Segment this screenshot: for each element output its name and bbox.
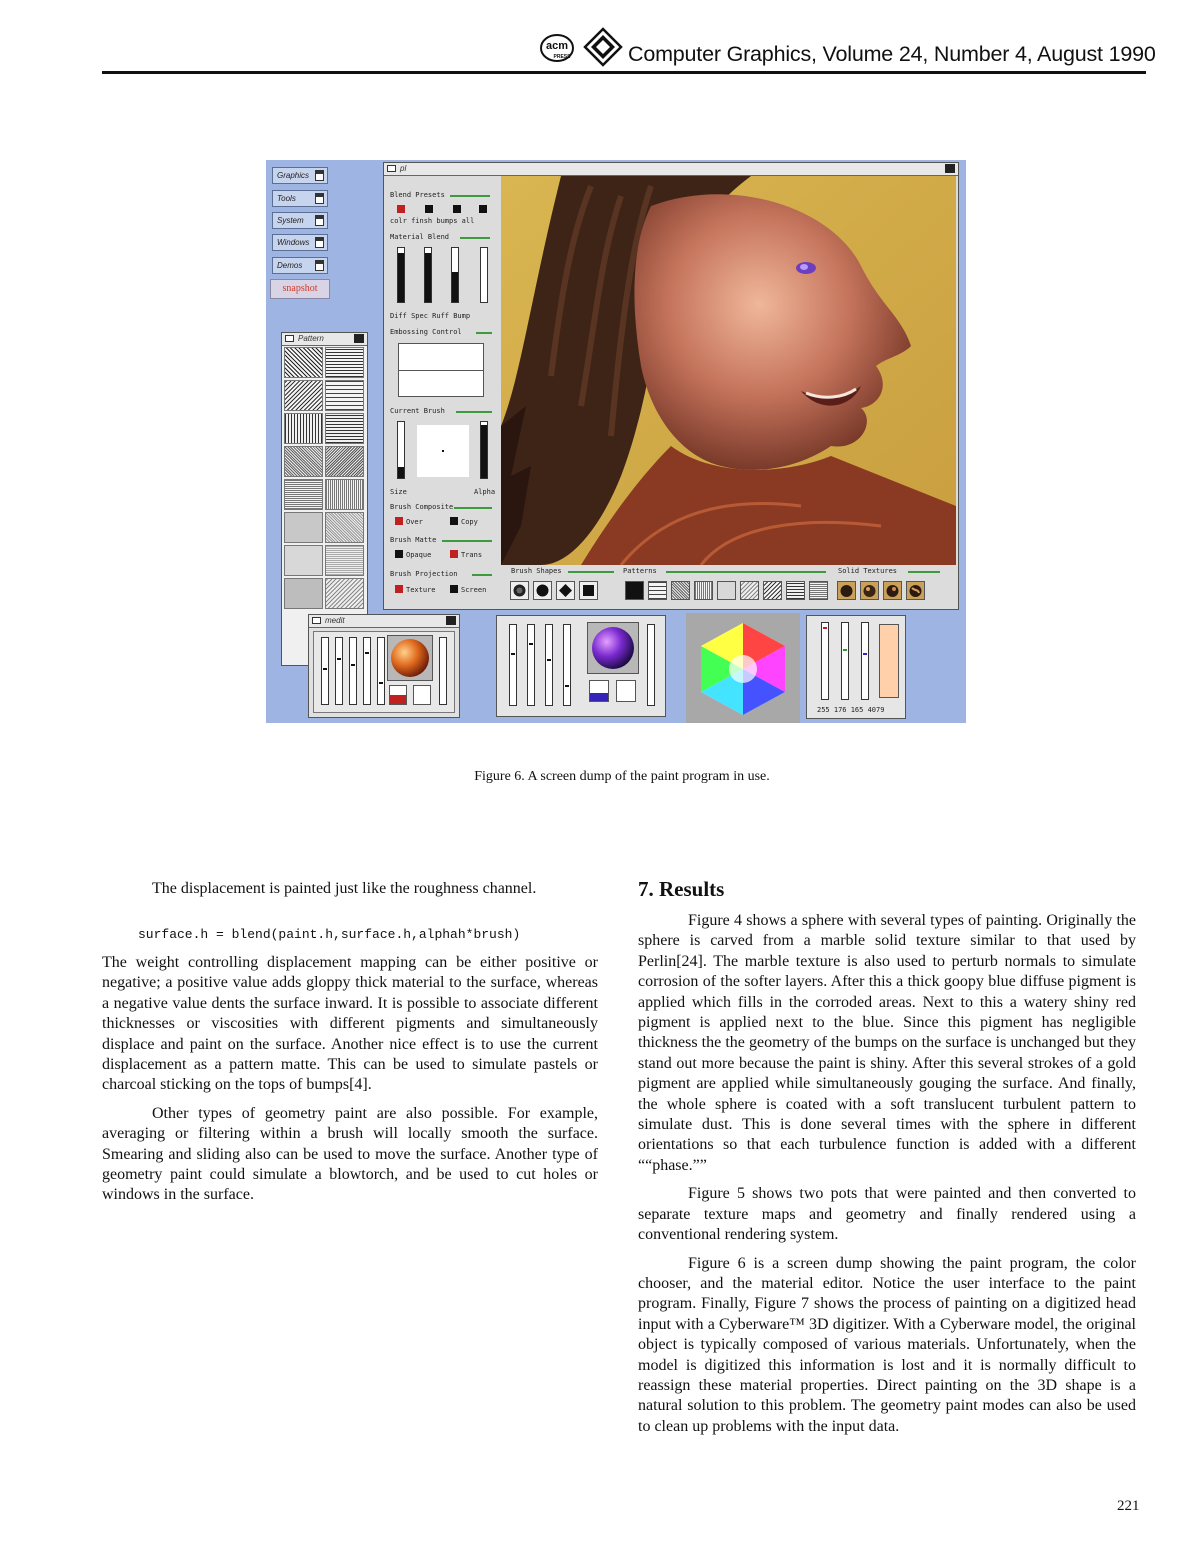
medit2-swatch-blue — [589, 680, 609, 702]
paragraph: Figure 5 shows two pots that were painted and then converted to separate texture maps and geometry and finally rendered using a conventional rendering system. — [638, 1185, 1136, 1244]
brush-shape-soft[interactable] — [510, 581, 529, 600]
menu-system[interactable]: System — [272, 212, 328, 229]
pattern-tool[interactable] — [809, 581, 828, 600]
section-rule — [460, 237, 490, 239]
section-rule — [454, 507, 492, 509]
brush-shape-diamond[interactable] — [556, 581, 575, 600]
figure-caption: Figure 6. A screen dump of the paint program in use. — [474, 769, 770, 784]
pattern-tool[interactable] — [717, 581, 736, 600]
projection-texture-swatch[interactable] — [395, 585, 403, 593]
section-heading: 7. Results — [638, 877, 725, 901]
pattern-swatch[interactable] — [325, 347, 364, 378]
paint-window: pl Blend Presets colr finsh bumps all Material Blend Diff Spec Ruff Bump Embossing Control Current Brush Size Alpha Brush Composite Over Copy Brush Matte Opaque Trans Brush Projection Texture Screen Brush Shapes Patterns Solid Textures — [383, 162, 959, 610]
brush-size-slider[interactable] — [397, 421, 405, 479]
medit2-slider-4[interactable] — [563, 624, 571, 706]
diff-slider[interactable] — [397, 247, 405, 303]
solid-textures-label: Solid Textures — [838, 567, 898, 575]
section-rule — [476, 332, 492, 334]
right-column-text — [638, 911, 1136, 1437]
brush-shape-circle[interactable] — [533, 581, 552, 600]
paragraph: Figure 4 shows a sphere with several types of painting. Originally the sphere is carved from a marble solid texture similar to that used by Perlin[24]. The marble texture is also used to perturb normals to simulate corrosion of the softer layers. After this a thick goopy blue diffuse pigment is applied which fills in the corroded areas. Next to this a watery shiny red pigment is applied next to the blue. Since this pigment has negligible thickness the the geometry of the bumps on the surface is unchanged but they stand out more because the paint is shiny. After this several strokes of a gold pigment are applied while simultaneously gouging the surface. And finally, the whole sphere is coated with a soft translucent turbulent pattern to simulate dust. This is done several times with the sphere in different orientations so that each turbulence function is added with a different ““phase.”” — [638, 912, 1136, 1174]
pattern-window: Pattern — [281, 332, 368, 666]
paragraph: Figure 6 is a screen dump showing the paint program, the color chooser, and the material editor. Notice the user interface to the paint program. Finally, Figure 7 shows the process of painting on a digitized head input with a Cyberware™ 3D digitizer. With a Cyberware model, the original object is typically composed of various materials. Unfortunately, when the model is digitized this information is lost and it is normally difficult to reassign these material properties. Direct painting on the 3D shape is a natural solution to this problem. The geometry paint modes can also be used to clean up problems with the input data. — [638, 1254, 1136, 1435]
medit2-slider-1[interactable] — [509, 624, 517, 706]
pattern-swatch[interactable] — [284, 512, 323, 543]
pattern-tool[interactable] — [740, 581, 759, 600]
color-chooser[interactable] — [686, 613, 800, 723]
section-rule — [456, 411, 492, 413]
pattern-swatch[interactable] — [284, 347, 323, 378]
figure-6-screenshot — [266, 160, 966, 723]
medit-slider-5[interactable] — [377, 637, 385, 705]
brush-shape-square[interactable] — [579, 581, 598, 600]
pattern-tool[interactable] — [625, 581, 644, 600]
brush-projection-label: Brush Projection — [390, 570, 458, 578]
menu-tools[interactable]: Tools — [272, 190, 328, 207]
pattern-grid — [284, 347, 366, 617]
paint-canvas[interactable] — [501, 176, 956, 565]
alpha-label: Alpha — [474, 488, 496, 496]
red-channel-slider[interactable] — [821, 622, 829, 700]
code-line: surface.h = blend(paint.h,surface.h,alphah*brush) — [138, 927, 521, 942]
pattern-tool[interactable] — [694, 581, 713, 600]
section-rule — [908, 571, 940, 573]
section-rule — [666, 571, 826, 573]
projection-screen-swatch[interactable] — [450, 585, 458, 593]
material-blend-label: Material Blend — [390, 233, 450, 241]
pattern-swatch[interactable] — [325, 479, 364, 510]
pattern-tool[interactable] — [763, 581, 782, 600]
pattern-swatch[interactable] — [325, 446, 364, 477]
patterns-label: Patterns — [623, 567, 657, 575]
composite-copy-swatch[interactable] — [450, 517, 458, 525]
embossing-control-label: Embossing Control — [390, 328, 462, 336]
brush-shapes-label: Brush Shapes — [511, 567, 562, 575]
preset-finsh-swatch[interactable] — [425, 205, 433, 213]
medit2-swatch-white — [616, 680, 636, 702]
menu-graphics[interactable]: Graphics — [272, 167, 328, 184]
solid-texture-2[interactable] — [860, 581, 879, 600]
solid-texture-3[interactable] — [883, 581, 902, 600]
matte-trans-swatch[interactable] — [450, 550, 458, 558]
acm-press-logo — [540, 33, 574, 63]
blend-presets-label: Blend Presets — [390, 191, 445, 199]
medit-sphere-orange — [387, 635, 433, 681]
menu-windows[interactable]: Windows — [272, 234, 328, 251]
left-column-text — [102, 879, 598, 899]
pattern-swatch[interactable] — [284, 446, 323, 477]
pattern-swatch[interactable] — [325, 578, 364, 609]
material-channels-label: Diff Spec Ruff Bump — [390, 312, 471, 320]
pattern-tool[interactable] — [671, 581, 690, 600]
medit-slider-4[interactable] — [363, 637, 371, 705]
medit2-slider-3[interactable] — [545, 624, 553, 706]
composite-copy-label: Copy — [461, 518, 478, 526]
embossing-control-box[interactable] — [398, 343, 484, 397]
color-value-panel — [806, 615, 906, 719]
pattern-swatch[interactable] — [325, 413, 364, 444]
preset-bumps-swatch[interactable] — [453, 205, 461, 213]
blend-presets-options: colr finsh bumps all — [390, 217, 475, 225]
medit-slider-1[interactable] — [321, 637, 329, 705]
pattern-swatch[interactable] — [284, 578, 323, 609]
pattern-tool[interactable] — [648, 581, 667, 600]
bump-slider[interactable] — [480, 247, 488, 303]
snapshot-button[interactable]: snapshot — [270, 279, 330, 299]
solid-texture-1[interactable] — [837, 581, 856, 600]
brush-alpha-slider[interactable] — [480, 421, 488, 479]
matte-opaque-label: Opaque — [406, 551, 432, 559]
pattern-swatch[interactable] — [325, 380, 364, 411]
medit2-slider-5[interactable] — [647, 624, 655, 706]
blue-channel-slider[interactable] — [861, 622, 869, 700]
section-rule — [450, 195, 490, 197]
svg-text:PRESS: PRESS — [553, 54, 571, 60]
projection-screen-label: Screen — [461, 586, 487, 594]
brush-composite-label: Brush Composite — [390, 503, 454, 511]
pattern-swatch[interactable] — [325, 512, 364, 543]
pattern-swatch[interactable] — [325, 545, 364, 576]
medit-window: medit — [308, 614, 460, 718]
running-header: Computer Graphics, Volume 24, Number 4, August 1990 — [628, 42, 1156, 66]
section-rule — [472, 574, 492, 576]
size-label: Size — [390, 488, 407, 496]
siggraph-diamond-logo — [583, 27, 623, 67]
color-readout: 255 176 165 4079 — [817, 706, 885, 714]
matte-opaque-swatch[interactable] — [395, 550, 403, 558]
menu-demos[interactable]: Demos — [272, 257, 328, 274]
medit-swatch-red — [389, 685, 407, 705]
composite-over-label: Over — [406, 518, 423, 526]
paragraph: The weight controlling displacement mapping can be either positive or negative; a positive value adds gloppy thick material to the surface, whereas a negative value dents the surface inward. It is possible to associate different thicknesses or viscosities with different pigments and simultaneously displace and paint on the surface. Another nice effect is to use the current displacement as a pattern matte. This can be used to simulate pastels or charcoal sticking on the tops of bumps[4]. — [102, 954, 598, 1094]
svg-text:acm: acm — [545, 40, 569, 52]
current-brush-label: Current Brush — [390, 407, 445, 415]
section-rule — [568, 571, 614, 573]
spec-slider[interactable] — [424, 247, 432, 303]
medit-slider-2[interactable] — [335, 637, 343, 705]
page-number: 221 — [1117, 1498, 1140, 1514]
medit-slider-3[interactable] — [349, 637, 357, 705]
left-column-text-2 — [102, 953, 598, 1206]
medit-sphere-purple — [587, 622, 639, 674]
current-color-swatch — [879, 624, 899, 698]
green-channel-slider[interactable] — [841, 622, 849, 700]
paragraph: Other types of geometry paint are also possible. For example, averaging or filtering within a brush will locally smooth the surface. Smearing and sliding also can be used to move the surface. Another type of geometry paint could simulate a blowtorch, and be used to cut holes or windows in the surface. — [102, 1104, 598, 1204]
brush-matte-label: Brush Matte — [390, 536, 437, 544]
medit2-slider-2[interactable] — [527, 624, 535, 706]
pattern-swatch[interactable] — [284, 479, 323, 510]
header-rule — [102, 71, 1146, 74]
brush-preview — [417, 425, 469, 477]
composite-over-swatch[interactable] — [395, 517, 403, 525]
preset-colr-swatch[interactable] — [397, 205, 405, 213]
preset-all-swatch[interactable] — [479, 205, 487, 213]
pattern-swatch[interactable] — [284, 380, 323, 411]
matte-trans-label: Trans — [461, 551, 483, 559]
projection-texture-label: Texture — [406, 586, 436, 594]
pattern-swatch[interactable] — [284, 545, 323, 576]
solid-texture-4[interactable] — [906, 581, 925, 600]
section-rule — [442, 540, 492, 542]
pattern-swatch[interactable] — [284, 413, 323, 444]
medit-swatch-white — [413, 685, 431, 705]
medit-slider-6[interactable] — [439, 637, 447, 705]
ruff-slider[interactable] — [451, 247, 459, 303]
paragraph: The displacement is painted just like the roughness channel. — [152, 880, 537, 897]
medit-window-2 — [496, 615, 666, 717]
pattern-tool[interactable] — [786, 581, 805, 600]
